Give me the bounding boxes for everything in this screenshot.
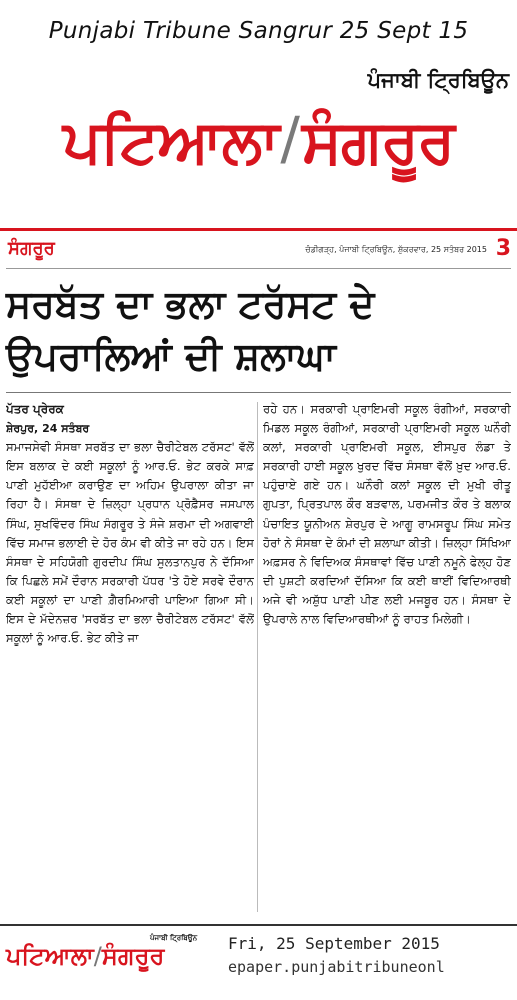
body-text-right: ਰਹੇ ਹਨ। ਸਰਕਾਰੀ ਪ੍ਰਾਇਮਰੀ ਸਕੂਲ ਰੰਗੀਆਂ, ਸਰਕਾਰੀ ਮਿਡਲ ਸਕੂਲ ਰੰਗੀਆਂ, ਸਰਕਾਰੀ ਪ੍ਰਾਇਮਰੀ ਸਕੂਲ ਘਨੌਰੀ ਕਲਾਂ, ਸਰਕਾਰੀ ਪ੍ਰਾਇਮਰੀ ਸਕੂਲ, ਈਸਪੁਰ ਲੰਡਾ ਤੇ ਸਰਕਾਰੀ ਹਾਈ ਸਕੂਲ ਖੁਰਦ ਵਿੱਚ ਸੰਸਥਾ ਵੱਲੋਂ ਖ਼ੁਦ ਆਰ.ਓ. ਪਹੁੰਚਾਏ ਗਏ ਹਨ। ਘਨੌਰੀ ਕਲਾਂ ਸਕੂਲ ਦੀ ਮੁਖੀ ਰੀਤੂ ਗੁਪਤਾ, ਪ੍ਰਿਤਪਾਲ ਕੌਰ ਬੜਵਾਲ, ਪਰਮਜੀਤ ਕੌਰ ਤੇ ਬਲਾਕ ਪੰਚਾਇਤ ਯੂਨੀਅਨ ਸ਼ੇਰਪੁਰ ਦੇ ਆਗੂ ਰਾਮਸਰੂਪ ਸਿੰਘ ਸਮੇਤ ਹੋਰਾਂ ਨੇ ਸੰਸਥਾ ਦੇ ਕੰਮਾਂ ਦੀ ਸ਼ਲਾਘਾ ਕੀਤੀ। ਜ਼ਿਲ੍ਹਾ ਸਿੱਖਿਆ ਅਫ਼ਸਰ ਨੇ ਵਿਦਿਅਕ ਸੰਸਥਾਵਾਂ ਵਿੱਚ ਪਾਣੀ ਨਮੂਨੇ ਫੇਲ੍ਹ ਹੋਣ ਦੀ ਪੁਸ਼ਟੀ ਕਰਦਿਆਂ ਦੱਸਿਆ ਕਿ ਕਈ ਥਾਈਂ ਵਿਦਿਆਰਥੀ ਅਜੇ ਵੀ ਅਸ਼ੁੱਧ ਪਾਣੀ ਪੀਣ ਲਈ ਮਜਬੂਰ ਹਨ। ਸੰਸਥਾ ਦੇ ਉਪਰਾਲੇ ਨਾਲ ਵਿਦਿਆਰਥੀਆਂ ਨੂੰ ਰਾਹਤ ਮਿਲੇਗੀ। bbox=[263, 402, 511, 627]
footer-brand-right: ਸੰਗਰੂਰ bbox=[101, 942, 165, 970]
footer-brand-left: ਪਟਿਆਲਾ bbox=[6, 942, 94, 970]
masthead-rule bbox=[0, 228, 517, 231]
footer-brand-separator: / bbox=[93, 942, 102, 970]
headline-line-2: ਉਪਰਾਲਿਆਂ ਦੀ ਸ਼ਲਾਘਾ bbox=[6, 334, 336, 378]
headline-divider bbox=[6, 392, 511, 393]
footer-mini-brand: ਪੰਜਾਬੀ ਟ੍ਰਿਬਿਊਨ bbox=[150, 934, 198, 942]
headline-line-1: ਸਰਬੱਤ ਦਾ ਭਲਾ ਟਰੱਸਟ ਦੇ bbox=[6, 282, 375, 326]
article-column-left bbox=[6, 400, 254, 915]
footer-brand bbox=[6, 942, 164, 970]
edition-separator: / bbox=[280, 104, 300, 172]
clipping-caption: Punjabi Tribune Sangrur 25 Sept 15 bbox=[48, 18, 469, 44]
newspaper-name: ਪੰਜਾਬੀ ਟ੍ਰਿਬਿਊਨ bbox=[367, 68, 509, 92]
epaper-url[interactable]: epaper.punjabitribuneonl bbox=[228, 958, 445, 976]
byline: ਪੱਤਰ ਪ੍ਰੇਰਕ bbox=[6, 402, 64, 416]
masthead bbox=[0, 58, 517, 223]
footer-rule bbox=[0, 924, 517, 926]
article-column-right bbox=[263, 400, 511, 915]
section-label: ਸੰਗਰੂਰ bbox=[8, 238, 55, 259]
dateline: ਸ਼ੇਰਪੁਰ, 24 ਸਤੰਬਰ bbox=[6, 422, 90, 436]
folio-line: ਚੰਡੀਗੜ੍ਹ, ਪੰਜਾਬੀ ਟ੍ਰਿਬਿਊਨ, ਸ਼ੁੱਕਰਵਾਰ, 25 ਸਤੰਬਰ 2015 bbox=[305, 245, 487, 254]
page-strip bbox=[0, 236, 517, 266]
edition-right: ਸੰਗਰੂਰ bbox=[301, 107, 455, 177]
strip-divider bbox=[6, 268, 511, 269]
epaper-date: Fri, 25 September 2015 bbox=[228, 934, 440, 953]
column-divider bbox=[257, 402, 258, 912]
article-headline bbox=[6, 278, 511, 382]
body-text-left: ਸਮਾਜਸੇਵੀ ਸੰਸਥਾ ਸਰਬੱਤ ਦਾ ਭਲਾ ਚੈਰੀਟੇਬਲ ਟਰੱਸਟ' ਵੱਲੋਂ ਇਸ ਬਲਾਕ ਦੇ ਕਈ ਸਕੂਲਾਂ ਨੂੰ ਆਰ.ਓ. ਭੇਟ ਕਰਕੇ ਸਾਫ਼ ਪਾਣੀ ਮੁਹੱਈਆ ਕਰਾਉਣ ਦਾ ਅਹਿਮ ਉਪਰਾਲਾ ਕੀਤਾ ਜਾ ਰਿਹਾ ਹੈ। ਸੰਸਥਾ ਦੇ ਜ਼ਿਲ੍ਹਾ ਪ੍ਰਧਾਨ ਪ੍ਰੋਫ਼ੈਸਰ ਜਸਪਾਲ ਸਿੰਘ, ਸੁਖਵਿੰਦਰ ਸਿੰਘ ਸੰਗਰੂਰ ਤੇ ਸੰਜੇ ਸ਼ਰਮਾ ਦੀ ਅਗਵਾਈ ਵਿੱਚ ਸਮਾਜ ਭਲਾਈ ਦੇ ਹੋਰ ਕੰਮ ਵੀ ਕੀਤੇ ਜਾ ਰਹੇ ਹਨ। ਇਸ ਸੰਸਥਾ ਦੇ ਸਹਿਯੋਗੀ ਗੁਰਦੀਪ ਸਿੰਘ ਸੁਲਤਾਨਪੁਰ ਨੇ ਦੱਸਿਆ ਕਿ ਪਿਛਲੇ ਸਮੇਂ ਦੌਰਾਨ ਸਰਕਾਰੀ ਪੱਧਰ 'ਤੇ ਹੋਏ ਸਰਵੇ ਦੌਰਾਨ ਕਈ ਸਕੂਲਾਂ ਦਾ ਪਾਣੀ ਗ਼ੈਰਮਿਆਰੀ ਪਾਇਆ ਗਿਆ ਸੀ। ਇਸ ਦੇ ਮੱਦੇਨਜ਼ਰ 'ਸਰਬੱਤ ਦਾ ਭਲਾ ਚੈਰੀਟੇਬਲ ਟਰੱਸਟ' ਵੱਲੋਂ ਸਕੂਲਾਂ ਨੂੰ ਆਰ.ਓ. ਭੇਟ ਕੀਤੇ ਜਾ bbox=[6, 440, 254, 646]
edition-left: ਪਟਿਆਲਾ bbox=[62, 107, 279, 177]
page-number: 3 bbox=[495, 236, 511, 261]
edition-title bbox=[6, 104, 511, 177]
